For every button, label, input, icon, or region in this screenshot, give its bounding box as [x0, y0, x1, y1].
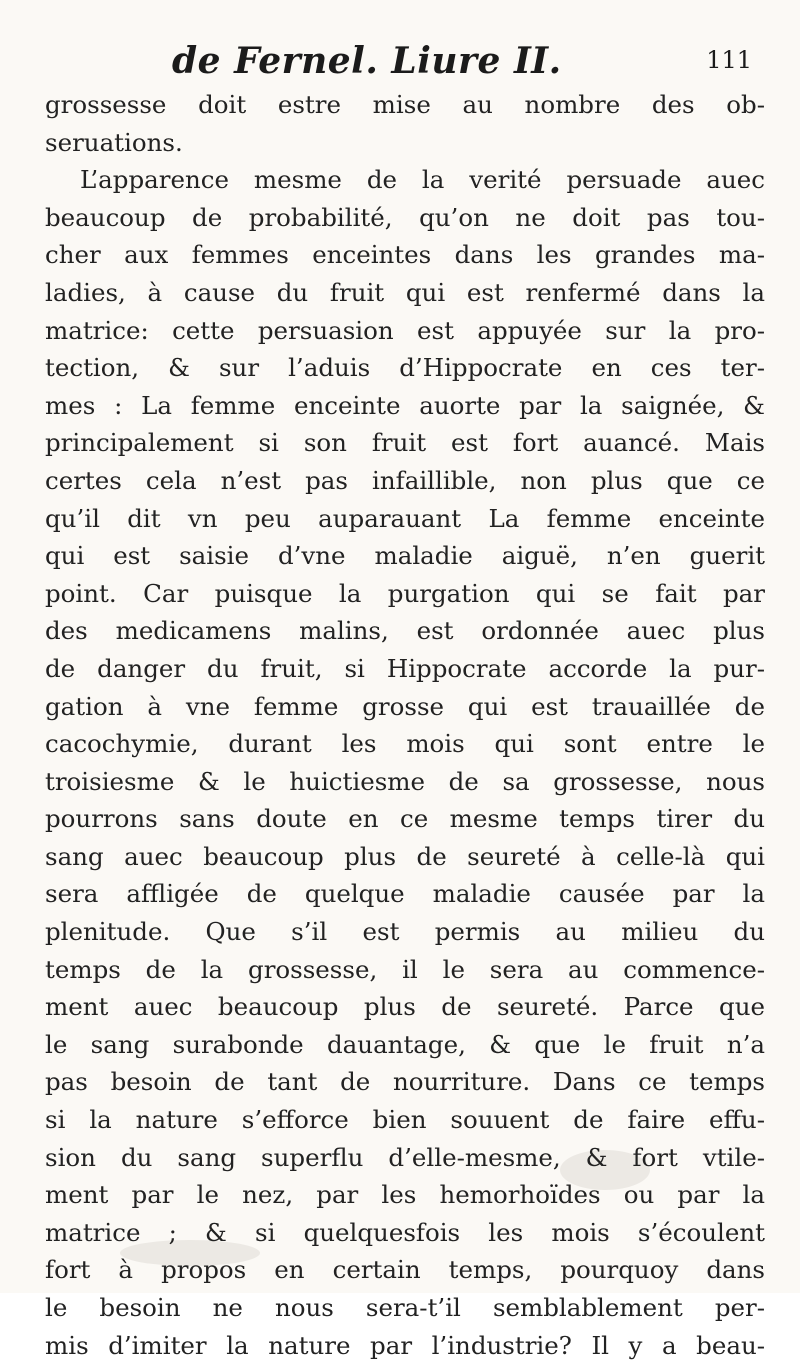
text-line: grossesse doit estre mise au nombre des ob-	[45, 90, 765, 119]
text-line: sion du sang superflu d’elle-mesme, & fort vtile-	[45, 1142, 765, 1172]
text-line: cher aux femmes enceintes dans les grandes ma-	[45, 240, 765, 270]
text-line: sang auec beaucoup plus de seureté à celle-là qui	[45, 841, 765, 871]
text-line: pourrons sans doute en ce mesme temps tirer du	[45, 804, 765, 834]
text-line: des medicamens malins, est ordonnée auec plus	[45, 616, 765, 646]
text-line: de danger du fruit, si Hippocrate accorde la pur-	[45, 653, 765, 683]
text-line: beaucoup de probabilité, qu’on ne doit pas tou-	[45, 202, 765, 232]
text-line: matrice ; & si quelquesfois les mois s’écoulent	[45, 1217, 765, 1247]
page-number: 111	[706, 46, 752, 74]
text-line: point. Car puisque la purgation qui se fait par	[45, 578, 765, 608]
text-line: seruations.	[45, 127, 183, 157]
running-head	[172, 40, 752, 88]
text-line: qui est saisie d’vne maladie aiguë, n’en guerit	[45, 541, 765, 571]
text-line: sera affligée de quelque maladie causée par la	[45, 879, 765, 909]
text-line: cacochymie, durant les mois qui sont entre le	[45, 729, 765, 759]
text-line: ment auec beaucoup plus de seureté. Parce que	[45, 992, 765, 1022]
text-line: pas besoin de tant de nourriture. Dans ce temps	[45, 1067, 765, 1097]
text-line: troisiesme & le huictiesme de sa grossesse, nous	[45, 766, 765, 796]
text-line: tection, & sur l’aduis d’Hippocrate en ces ter-	[45, 353, 765, 383]
text-line: matrice: cette persuasion est appuyée sur la pro-	[45, 315, 765, 345]
text-line: mis d’imiter la nature par l’industrie? Il y a beau-	[45, 1330, 765, 1360]
text-line: plenitude. Que s’il est permis au milieu du	[45, 917, 765, 947]
text-line: L’apparence mesme de la verité persuade auec	[80, 165, 765, 195]
text-line: ment par le nez, par les hemorhoïdes ou par la	[45, 1180, 765, 1210]
text-line: le besoin ne nous sera-t’il semblablement per-	[45, 1293, 765, 1322]
text-line: gation à vne femme grosse qui est trauaillée de	[45, 691, 765, 721]
text-line: qu’il dit vn peu auparauant La femme enceinte	[45, 503, 765, 533]
text-line: certes cela n’est pas infaillible, non plus que ce	[45, 465, 765, 495]
text-line: fort à propos en certain temps, pourquoy dans	[45, 1255, 765, 1285]
text-line: si la nature s’efforce bien souuent de faire effu-	[45, 1105, 765, 1135]
text-line: mes : La femme enceinte auorte par la saignée, &	[45, 390, 765, 420]
text-line: temps de la grossesse, il le sera au commence-	[45, 954, 765, 984]
text-line: ladies, à cause du fruit qui est renfermé dans la	[45, 277, 765, 307]
running-head-title: de Fernel. Liure II.	[172, 40, 562, 82]
text-line: principalement si son fruit est fort auancé. Mais	[45, 428, 765, 458]
text-line: le sang surabonde dauantage, & que le fruit n’a	[45, 1029, 765, 1059]
body-text	[45, 86, 765, 1364]
